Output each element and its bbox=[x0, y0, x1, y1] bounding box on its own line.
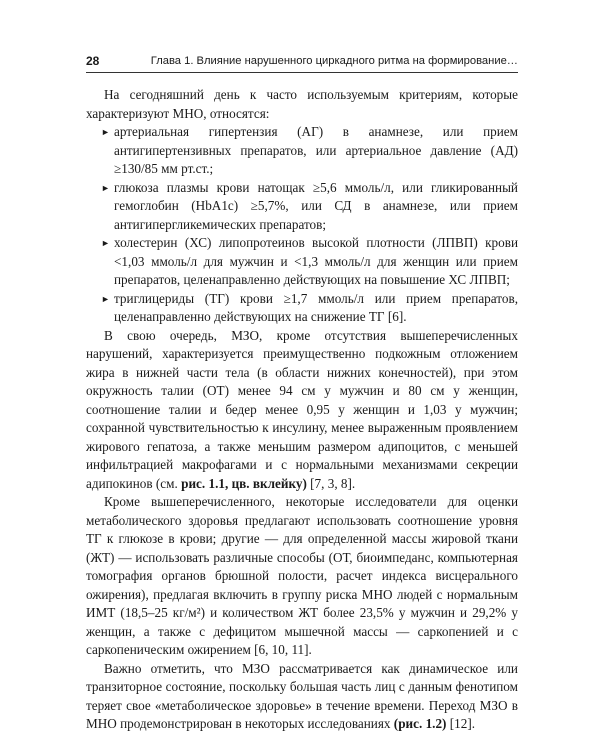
citation: [7, 3, 8]. bbox=[310, 475, 356, 491]
paragraph-transition-text: Важно отметить, что МЗО рассматривается как динамическое или транзиторное состояние, поскольку большая часть лиц с данным фенотипом теряет свое «метаболическое здоровье» в течение времени. Переход МЗО в МНО продемонстрирован в некоторых исследованиях bbox=[86, 660, 518, 731]
criteria-list bbox=[86, 123, 518, 327]
running-header bbox=[86, 54, 518, 73]
paragraph-mzo bbox=[86, 327, 518, 494]
page-body bbox=[86, 86, 518, 734]
criteria-text: холестерин (ХС) липопротеинов высокой плотности (ЛПВП) крови <1,03 ммоль/л для мужчин и <1,3 ммоль/л для женщин или прием препаратов, целенаправленно действующих на повышение ХС ЛПВП; bbox=[114, 235, 518, 287]
figure-ref-1-1: рис. 1.1, цв. вклейку) bbox=[181, 475, 307, 491]
paragraph-mzo-text: В свою очередь, МЗО, кроме отсутствия вышеперечисленных нарушений, характеризуется преимущественно подкожным отложением жира в нижней части тела (в области нижних конечностей), при этом окружность талии (ОТ) менее 94 см у мужчин и 80 см у женщин, соотношение талии и бедер менее 0,95 у женщин и 1,03 у мужчин; сохранной чувствительностью к инсулину, менее выраженным проявлением жирового гепатоза, а также меньшим размером адипоцитов, с меньшей инфильтрацией макрофагами и с нормальными механизмами секреции адипокинов (см. bbox=[86, 327, 518, 491]
running-title: Глава 1. Влияние нарушенного циркадного ритма на формирование… bbox=[150, 55, 518, 67]
bullet-arrow-icon: ► bbox=[101, 238, 110, 248]
bullet-arrow-icon: ► bbox=[101, 293, 110, 304]
page-number: 28 bbox=[86, 54, 100, 68]
criteria-item bbox=[86, 179, 518, 235]
criteria-text: артериальная гипертензия (АГ) в анамнезе, или прием антигипертензивных препаратов, или артериальное давление (АД) ≥130/85 мм рт.ст.; bbox=[114, 124, 518, 176]
criteria-item bbox=[86, 234, 518, 290]
paragraph-transition bbox=[86, 660, 518, 734]
criteria-item bbox=[86, 123, 518, 179]
paragraph-researchers: Кроме вышеперечисленного, некоторые исследователи для оценки метаболического здоровья предлагают использовать соотношение уровня ТГ к глюкозе в крови; другие — для определенной массы жировой ткани (ЖТ) — использовать различные способы (ОТ, биоимпеданс, компьютерная томография органов брюшной полости, расчет индекса висцерального ожирения), предлагая включить в группу риска МНО людей с нормальным ИМТ (18,5–25 кг/м²) и количеством ЖТ более 23,5% у мужчин и 29,2% у женщин, а также с дефицитом мышечной массы — саркопенией и с саркопеническим ожирением [6, 10, 11]. bbox=[86, 494, 518, 657]
citation: [12]. bbox=[449, 716, 476, 731]
criteria-text: триглицериды (ТГ) крови ≥1,7 ммоль/л или прием препаратов, целенаправленно действующих на снижение ТГ [6]. bbox=[114, 290, 518, 324]
criteria-text: глюкоза плазмы крови натощак ≥5,6 ммоль/л, или гликированный гемоглобин (HbA1c) ≥5,7%, или СД в анамнезе, или прием антигипергликемических препаратов; bbox=[114, 179, 518, 232]
figure-ref-1-2: (рис. 1.2) bbox=[393, 716, 447, 731]
bullet-arrow-icon: ► bbox=[101, 127, 110, 137]
criteria-item bbox=[86, 290, 518, 327]
criteria-intro: На сегодняшний день к часто используемым критериям, которые характеризуют МНО, относятся: bbox=[86, 87, 518, 121]
bullet-arrow-icon: ► bbox=[101, 182, 110, 193]
